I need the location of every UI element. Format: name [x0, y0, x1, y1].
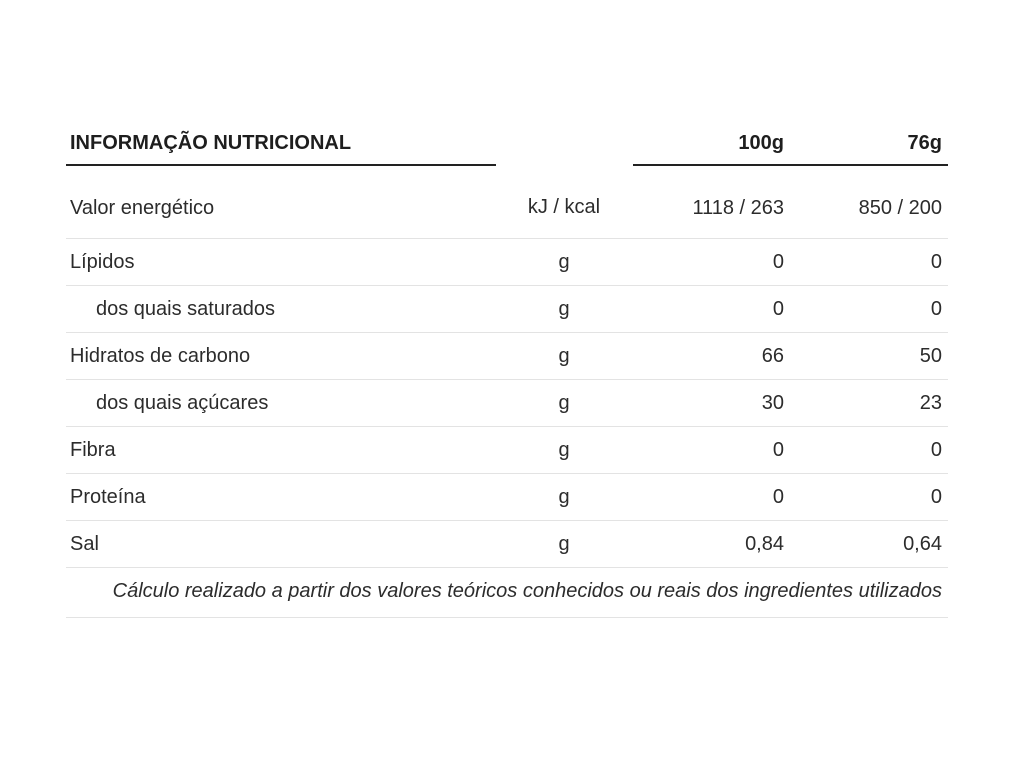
- table-row: [66, 427, 948, 474]
- nutrient-unit: g: [496, 333, 634, 380]
- nutrient-unit: g: [496, 427, 634, 474]
- nutrient-name: Valor energético: [66, 165, 496, 239]
- unit-column-header: [496, 122, 634, 165]
- nutrient-unit: g: [496, 474, 634, 521]
- value-76g: 50: [790, 333, 948, 380]
- nutrient-unit: g: [496, 286, 634, 333]
- value-100g: 30: [634, 380, 790, 427]
- table-row: [66, 165, 948, 239]
- value-100g: 0: [634, 286, 790, 333]
- nutrient-unit: g: [496, 380, 634, 427]
- value-76g: 23: [790, 380, 948, 427]
- nutrient-name: Hidratos de carbono: [66, 333, 496, 380]
- nutrient-name: dos quais saturados: [66, 286, 496, 333]
- nutrition-table-container: [66, 122, 948, 618]
- value-100g: 66: [634, 333, 790, 380]
- value-100g: 0: [634, 239, 790, 286]
- nutrient-unit: kJ / kcal: [496, 165, 634, 239]
- value-100g: 0: [634, 427, 790, 474]
- table-header-row: [66, 122, 948, 165]
- value-76g: 0,64: [790, 521, 948, 568]
- column-header-76g: 76g: [790, 122, 948, 165]
- value-76g: 0: [790, 474, 948, 521]
- table-footnote-row: [66, 568, 948, 618]
- nutrient-name: Sal: [66, 521, 496, 568]
- nutrient-name: Fibra: [66, 427, 496, 474]
- value-76g: 0: [790, 239, 948, 286]
- value-76g: 0: [790, 286, 948, 333]
- nutrient-unit: g: [496, 521, 634, 568]
- table-row: [66, 333, 948, 380]
- nutrient-name: Proteína: [66, 474, 496, 521]
- nutrient-name: Lípidos: [66, 239, 496, 286]
- table-title: INFORMAÇÃO NUTRICIONAL: [66, 122, 496, 165]
- table-row: [66, 286, 948, 333]
- nutrient-unit: g: [496, 239, 634, 286]
- calculation-note: Cálculo realizado a partir dos valores teóricos conhecidos ou reais dos ingredientes utilizados: [66, 568, 948, 618]
- table-row: [66, 380, 948, 427]
- nutrient-name: dos quais açúcares: [66, 380, 496, 427]
- value-76g: 0: [790, 427, 948, 474]
- table-row: [66, 474, 948, 521]
- value-76g: 850 / 200: [790, 165, 948, 239]
- nutrition-table: [66, 122, 948, 618]
- value-100g: 0: [634, 474, 790, 521]
- column-header-100g: 100g: [634, 122, 790, 165]
- table-row: [66, 521, 948, 568]
- value-100g: 0,84: [634, 521, 790, 568]
- value-100g: 1118 / 263: [634, 165, 790, 239]
- table-row: [66, 239, 948, 286]
